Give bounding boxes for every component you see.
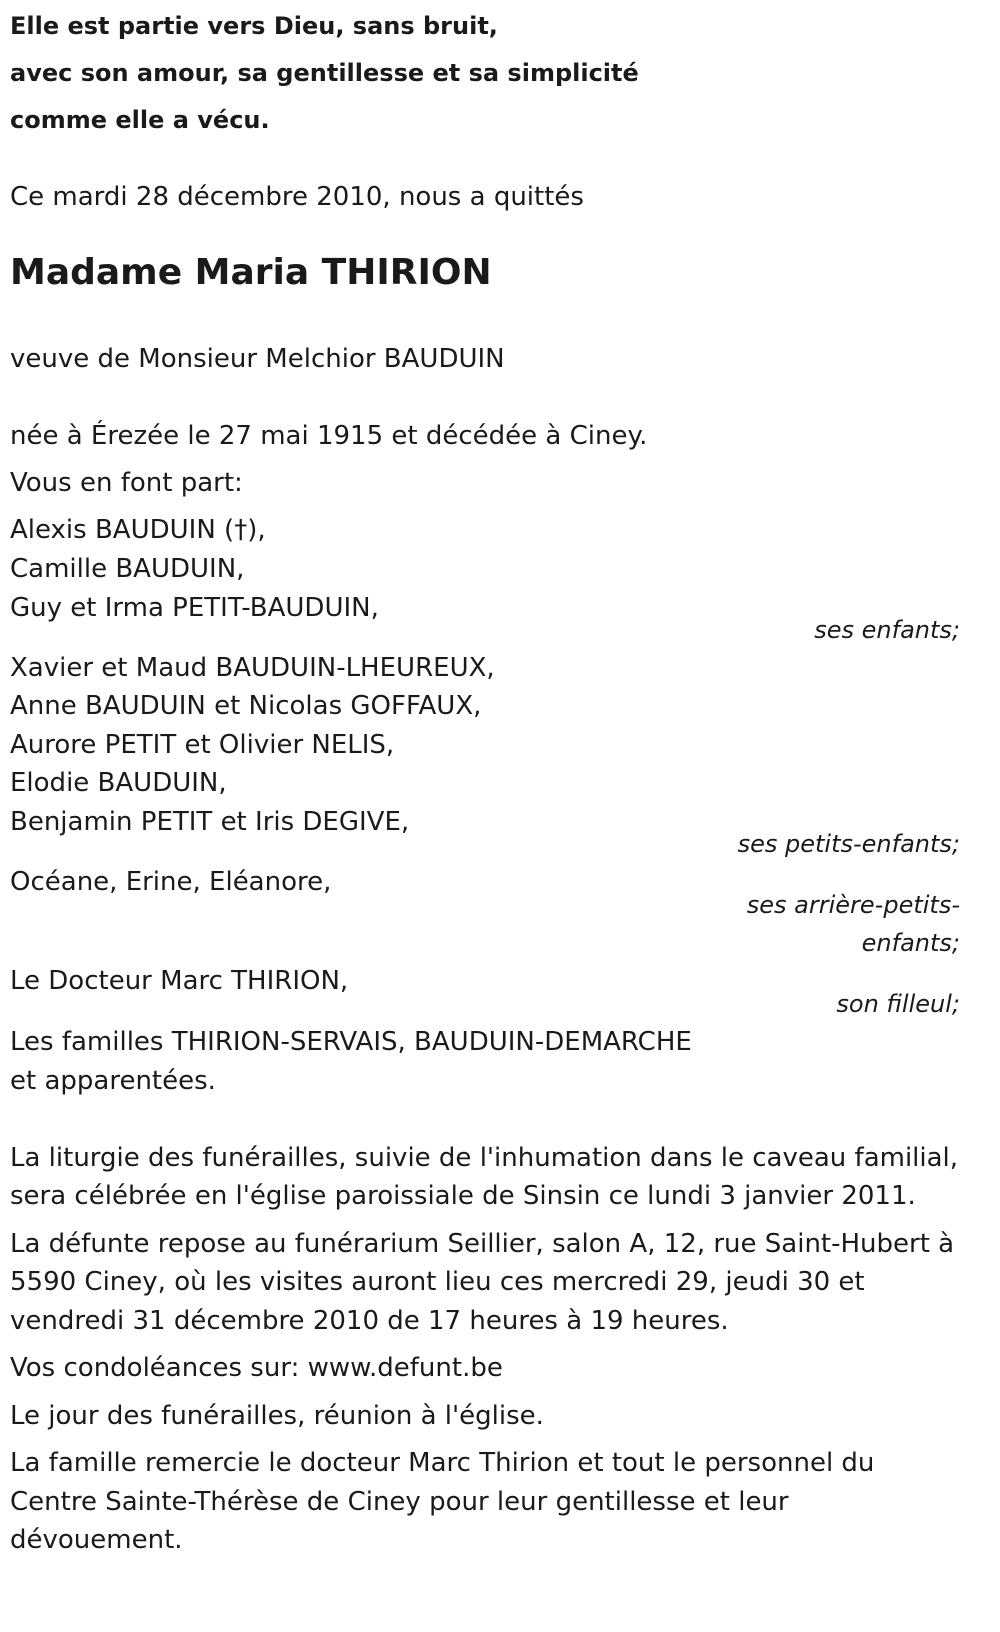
- grandchild-name: Aurore PETIT et Olivier NELIS,: [10, 730, 395, 760]
- repose-line-2: 5590 Ciney, où les visites auront lieu ces mercredi 29, jeudi 30 et: [10, 1267, 865, 1297]
- meeting-info: Le jour des funérailles, réunion à l'église.: [10, 1401, 544, 1431]
- epitaph-line-1: Elle est partie vers Dieu, sans bruit,: [10, 12, 498, 40]
- liturgy-line-1: La liturgie des funérailles, suivie de l'inhumation dans le caveau familial,: [10, 1143, 959, 1173]
- repose-line-1: La défunte repose au funérarium Seillier, salon A, 12, rue Saint-Hubert à: [10, 1229, 955, 1259]
- epitaph-line-3: comme elle a vécu.: [10, 106, 270, 134]
- epitaph-line-2: avec son amour, sa gentillesse et sa simplicité: [10, 59, 639, 87]
- condolences: Vos condoléances sur: www.defunt.be: [10, 1353, 503, 1383]
- obituary-notice: [10, 0, 990, 1632]
- date-line: Ce mardi 28 décembre 2010, nous a quittés: [10, 182, 584, 212]
- liturgy-line-2: sera célébrée en l'église paroissiale de Sinsin ce lundi 3 janvier 2011.: [10, 1181, 916, 1211]
- role-godson: son filleul;: [836, 990, 960, 1018]
- thanks-line-3: dévouement.: [10, 1525, 183, 1555]
- role-great-grandchildren-line-2: enfants;: [861, 929, 960, 957]
- role-great-grandchildren-line-1: ses arrière-petits-: [746, 891, 960, 919]
- child-name: Camille BAUDUIN,: [10, 554, 245, 584]
- child-name: Guy et Irma PETIT-BAUDUIN,: [10, 593, 379, 623]
- thanks-line-1: La famille remercie le docteur Marc Thirion et tout le personnel du: [10, 1448, 875, 1478]
- child-name: Alexis BAUDUIN (†),: [10, 515, 266, 545]
- deceased-name: Madame Maria THIRION: [10, 252, 492, 293]
- announcement: Vous en font part:: [10, 468, 243, 498]
- grandchild-name: Benjamin PETIT et Iris DEGIVE,: [10, 807, 410, 837]
- families-line-1: Les familles THIRION-SERVAIS, BAUDUIN-DEMARCHE: [10, 1027, 692, 1057]
- thanks-line-2: Centre Sainte-Thérèse de Ciney pour leur gentillesse et leur: [10, 1487, 789, 1517]
- godson-name: Le Docteur Marc THIRION,: [10, 966, 349, 996]
- grandchild-name: Anne BAUDUIN et Nicolas GOFFAUX,: [10, 691, 482, 721]
- role-grandchildren: ses petits-enfants;: [737, 830, 960, 858]
- birth-death: née à Érezée le 27 mai 1915 et décédée à Ciney.: [10, 421, 648, 451]
- role-children: ses enfants;: [814, 616, 960, 644]
- great-grandchild-names: Océane, Erine, Eléanore,: [10, 867, 332, 897]
- widow-of: veuve de Monsieur Melchior BAUDUIN: [10, 344, 505, 374]
- families-line-2: et apparentées.: [10, 1066, 216, 1096]
- grandchild-name: Xavier et Maud BAUDUIN-LHEUREUX,: [10, 653, 495, 683]
- grandchild-name: Elodie BAUDUIN,: [10, 768, 227, 798]
- repose-line-3: vendredi 31 décembre 2010 de 17 heures à 19 heures.: [10, 1306, 729, 1336]
